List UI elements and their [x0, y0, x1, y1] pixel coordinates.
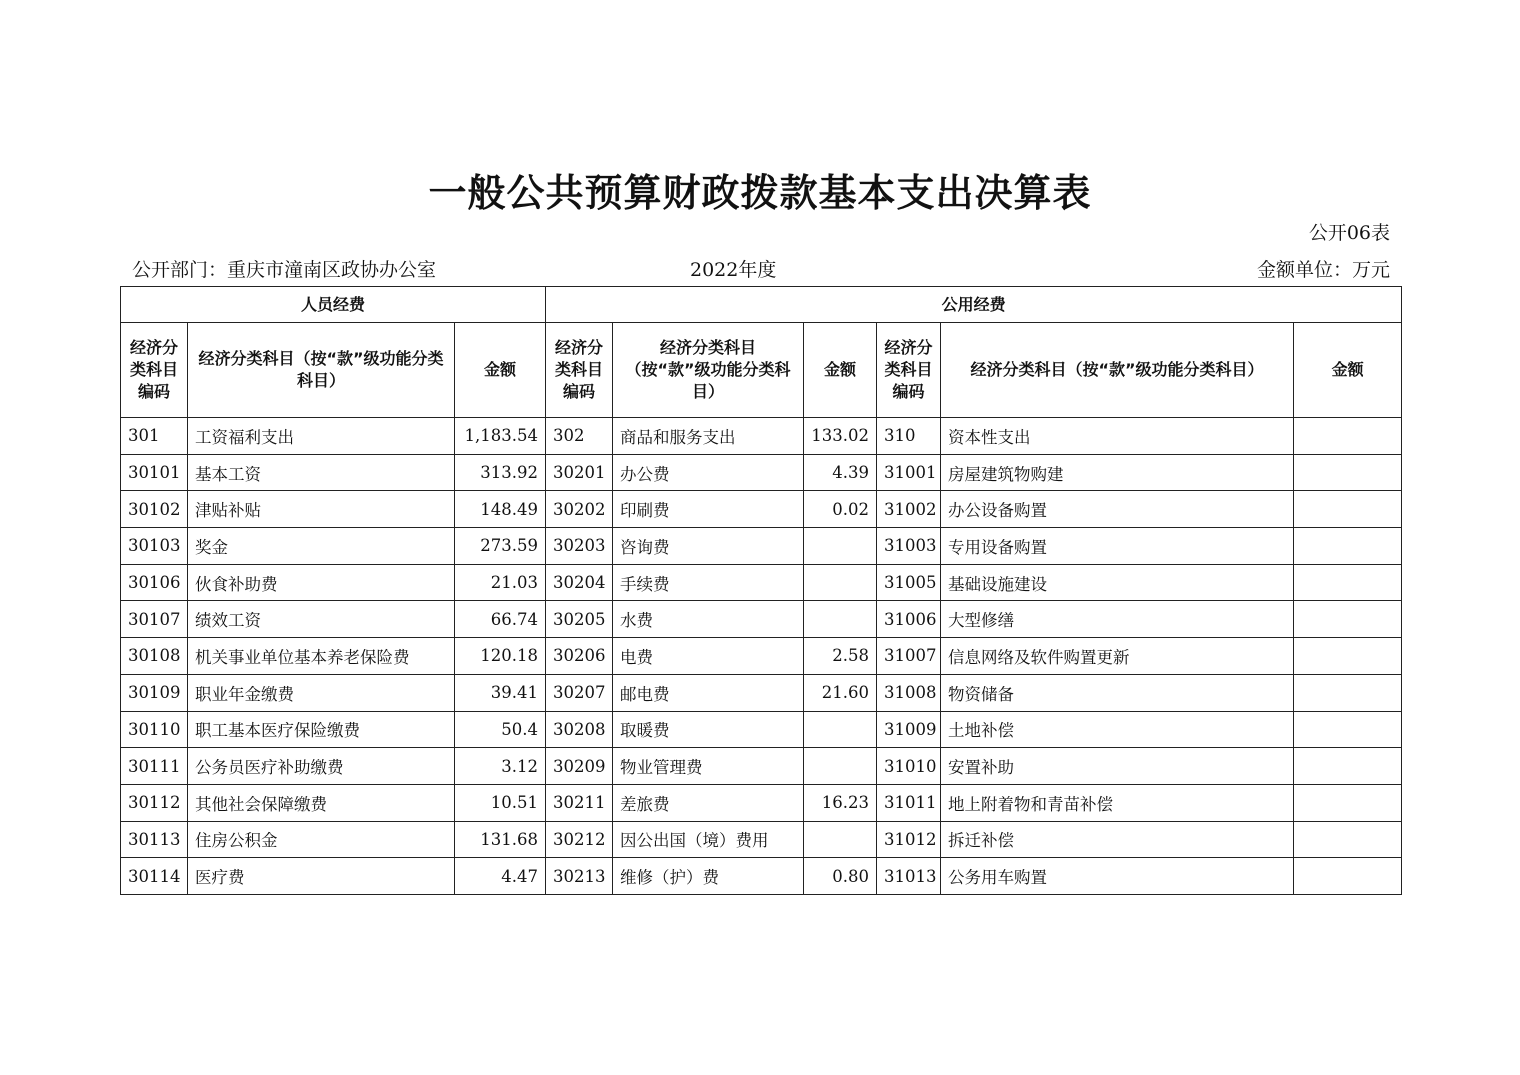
- budget-table: [120, 286, 1402, 895]
- public-item-header: 经济分类科目（按“款”级功能分类科目）: [613, 323, 804, 418]
- capital-code-header: 经济分类科目编码: [877, 323, 941, 418]
- capital-code-cell: 31002: [877, 491, 941, 528]
- capital-code-cell: 31012: [877, 821, 941, 858]
- public-item-cell: 咨询费: [613, 528, 804, 565]
- public-item-cell: 电费: [613, 638, 804, 675]
- capital-item-cell: 土地补偿: [941, 711, 1294, 748]
- capital-item-cell: 资本性支出: [941, 418, 1294, 455]
- public-amount-cell: 21.60: [804, 674, 877, 711]
- capital-amount-cell: [1294, 674, 1402, 711]
- personnel-amount-cell: 21.03: [455, 564, 546, 601]
- personnel-amount-cell: 3.12: [455, 748, 546, 785]
- personnel-item-cell: 绩效工资: [188, 601, 455, 638]
- capital-item-cell: 基础设施建设: [941, 564, 1294, 601]
- capital-item-cell: 公务用车购置: [941, 858, 1294, 895]
- personnel-amount-cell: 66.74: [455, 601, 546, 638]
- capital-item-cell: 拆迁补偿: [941, 821, 1294, 858]
- public-item-cell: 水费: [613, 601, 804, 638]
- capital-item-cell: 专用设备购置: [941, 528, 1294, 565]
- capital-item-cell: 房屋建筑物购建: [941, 454, 1294, 491]
- personnel-item-cell: 医疗费: [188, 858, 455, 895]
- personnel-item-header: 经济分类科目（按“款”级功能分类科目）: [188, 323, 455, 418]
- public-item-cell: 印刷费: [613, 491, 804, 528]
- public-code-header: 经济分类科目编码: [546, 323, 613, 418]
- public-amount-cell: 4.39: [804, 454, 877, 491]
- capital-amount-cell: [1294, 821, 1402, 858]
- public-item-cell: 因公出国（境）费用: [613, 821, 804, 858]
- public-amount-header: 金额: [804, 323, 877, 418]
- public-item-cell: 物业管理费: [613, 748, 804, 785]
- capital-code-cell: 31009: [877, 711, 941, 748]
- personnel-item-cell: 机关事业单位基本养老保险费: [188, 638, 455, 675]
- public-code-cell: 30211: [546, 784, 613, 821]
- personnel-code-header: 经济分类科目编码: [121, 323, 188, 418]
- capital-amount-cell: [1294, 858, 1402, 895]
- public-code-cell: 30205: [546, 601, 613, 638]
- table-row: [121, 858, 1402, 895]
- table-row: [121, 454, 1402, 491]
- personnel-item-cell: 工资福利支出: [188, 418, 455, 455]
- table-row: [121, 748, 1402, 785]
- public-amount-cell: 0.80: [804, 858, 877, 895]
- capital-amount-cell: [1294, 711, 1402, 748]
- table-row: [121, 564, 1402, 601]
- personnel-item-cell: 其他社会保障缴费: [188, 784, 455, 821]
- capital-item-cell: 办公设备购置: [941, 491, 1294, 528]
- capital-amount-cell: [1294, 748, 1402, 785]
- public-item-cell: 差旅费: [613, 784, 804, 821]
- table-code: 公开06表: [1308, 222, 1390, 244]
- public-amount-cell: [804, 564, 877, 601]
- capital-code-cell: 31003: [877, 528, 941, 565]
- personnel-amount-cell: 273.59: [455, 528, 546, 565]
- capital-amount-cell: [1294, 784, 1402, 821]
- personnel-item-cell: 职工基本医疗保险缴费: [188, 711, 455, 748]
- capital-item-cell: 信息网络及软件购置更新: [941, 638, 1294, 675]
- public-code-cell: 30209: [546, 748, 613, 785]
- capital-item-cell: 物资储备: [941, 674, 1294, 711]
- table-row: [121, 601, 1402, 638]
- capital-amount-cell: [1294, 454, 1402, 491]
- personnel-item-cell: 职业年金缴费: [188, 674, 455, 711]
- department-label: 公开部门：重庆市潼南区政协办公室: [132, 259, 437, 281]
- personnel-amount-cell: 4.47: [455, 858, 546, 895]
- capital-item-cell: 大型修缮: [941, 601, 1294, 638]
- table-row: [121, 784, 1402, 821]
- public-code-cell: 30208: [546, 711, 613, 748]
- personnel-amount-cell: 131.68: [455, 821, 546, 858]
- table-row: [121, 674, 1402, 711]
- capital-code-cell: 31008: [877, 674, 941, 711]
- capital-amount-header: 金额: [1294, 323, 1402, 418]
- public-amount-cell: [804, 711, 877, 748]
- group-public-header: 公用经费: [546, 287, 1402, 323]
- personnel-item-cell: 奖金: [188, 528, 455, 565]
- public-code-cell: 30212: [546, 821, 613, 858]
- personnel-code-cell: 30114: [121, 858, 188, 895]
- personnel-item-cell: 基本工资: [188, 454, 455, 491]
- table-row: [121, 491, 1402, 528]
- personnel-code-cell: 30102: [121, 491, 188, 528]
- personnel-amount-cell: 120.18: [455, 638, 546, 675]
- personnel-code-cell: 30111: [121, 748, 188, 785]
- capital-code-cell: 31005: [877, 564, 941, 601]
- public-amount-cell: 2.58: [804, 638, 877, 675]
- personnel-code-cell: 30112: [121, 784, 188, 821]
- public-code-cell: 30204: [546, 564, 613, 601]
- personnel-code-cell: 30108: [121, 638, 188, 675]
- personnel-code-cell: 30106: [121, 564, 188, 601]
- capital-item-cell: 安置补助: [941, 748, 1294, 785]
- public-amount-cell: [804, 748, 877, 785]
- year-label: 2022年度: [690, 259, 777, 281]
- personnel-amount-cell: 313.92: [455, 454, 546, 491]
- personnel-code-cell: 30101: [121, 454, 188, 491]
- public-code-cell: 30202: [546, 491, 613, 528]
- table-row: [121, 418, 1402, 455]
- capital-code-cell: 31006: [877, 601, 941, 638]
- personnel-item-cell: 住房公积金: [188, 821, 455, 858]
- meta-row: [132, 255, 1390, 281]
- capital-amount-cell: [1294, 564, 1402, 601]
- public-code-cell: 302: [546, 418, 613, 455]
- public-code-cell: 30207: [546, 674, 613, 711]
- personnel-code-cell: 30113: [121, 821, 188, 858]
- personnel-amount-cell: 10.51: [455, 784, 546, 821]
- personnel-item-cell: 伙食补助费: [188, 564, 455, 601]
- personnel-amount-cell: 148.49: [455, 491, 546, 528]
- public-item-cell: 办公费: [613, 454, 804, 491]
- personnel-code-cell: 301: [121, 418, 188, 455]
- personnel-item-cell: 公务员医疗补助缴费: [188, 748, 455, 785]
- public-amount-cell: [804, 821, 877, 858]
- capital-amount-cell: [1294, 638, 1402, 675]
- public-item-cell: 邮电费: [613, 674, 804, 711]
- public-amount-cell: 16.23: [804, 784, 877, 821]
- group-personnel-header: 人员经费: [121, 287, 546, 323]
- table-row: [121, 528, 1402, 565]
- personnel-code-cell: 30109: [121, 674, 188, 711]
- public-code-cell: 30201: [546, 454, 613, 491]
- capital-item-cell: 地上附着物和青苗补偿: [941, 784, 1294, 821]
- public-amount-cell: [804, 528, 877, 565]
- personnel-amount-cell: 1,183.54: [455, 418, 546, 455]
- public-item-cell: 手续费: [613, 564, 804, 601]
- personnel-item-cell: 津贴补贴: [188, 491, 455, 528]
- table-row: [121, 821, 1402, 858]
- column-header-row: [121, 323, 1402, 418]
- capital-code-cell: 310: [877, 418, 941, 455]
- public-amount-cell: 0.02: [804, 491, 877, 528]
- public-item-cell: 取暖费: [613, 711, 804, 748]
- public-code-cell: 30203: [546, 528, 613, 565]
- public-amount-cell: [804, 601, 877, 638]
- capital-amount-cell: [1294, 491, 1402, 528]
- table-row: [121, 638, 1402, 675]
- unit-label: 金额单位：万元: [1256, 259, 1390, 281]
- capital-amount-cell: [1294, 528, 1402, 565]
- public-amount-cell: 133.02: [804, 418, 877, 455]
- page-title: 一般公共预算财政拨款基本支出决算表: [428, 171, 1092, 215]
- capital-code-cell: 31010: [877, 748, 941, 785]
- table-row: [121, 711, 1402, 748]
- capital-code-cell: 31001: [877, 454, 941, 491]
- public-code-cell: 30206: [546, 638, 613, 675]
- personnel-code-cell: 30103: [121, 528, 188, 565]
- capital-amount-cell: [1294, 601, 1402, 638]
- group-header-row: [121, 287, 1402, 323]
- personnel-code-cell: 30110: [121, 711, 188, 748]
- personnel-amount-header: 金额: [455, 323, 546, 418]
- personnel-amount-cell: 39.41: [455, 674, 546, 711]
- capital-code-cell: 31011: [877, 784, 941, 821]
- capital-item-header: 经济分类科目（按“款”级功能分类科目）: [941, 323, 1294, 418]
- public-item-cell: 维修（护）费: [613, 858, 804, 895]
- public-code-cell: 30213: [546, 858, 613, 895]
- public-item-cell: 商品和服务支出: [613, 418, 804, 455]
- personnel-code-cell: 30107: [121, 601, 188, 638]
- personnel-amount-cell: 50.4: [455, 711, 546, 748]
- capital-amount-cell: [1294, 418, 1402, 455]
- capital-code-cell: 31013: [877, 858, 941, 895]
- capital-code-cell: 31007: [877, 638, 941, 675]
